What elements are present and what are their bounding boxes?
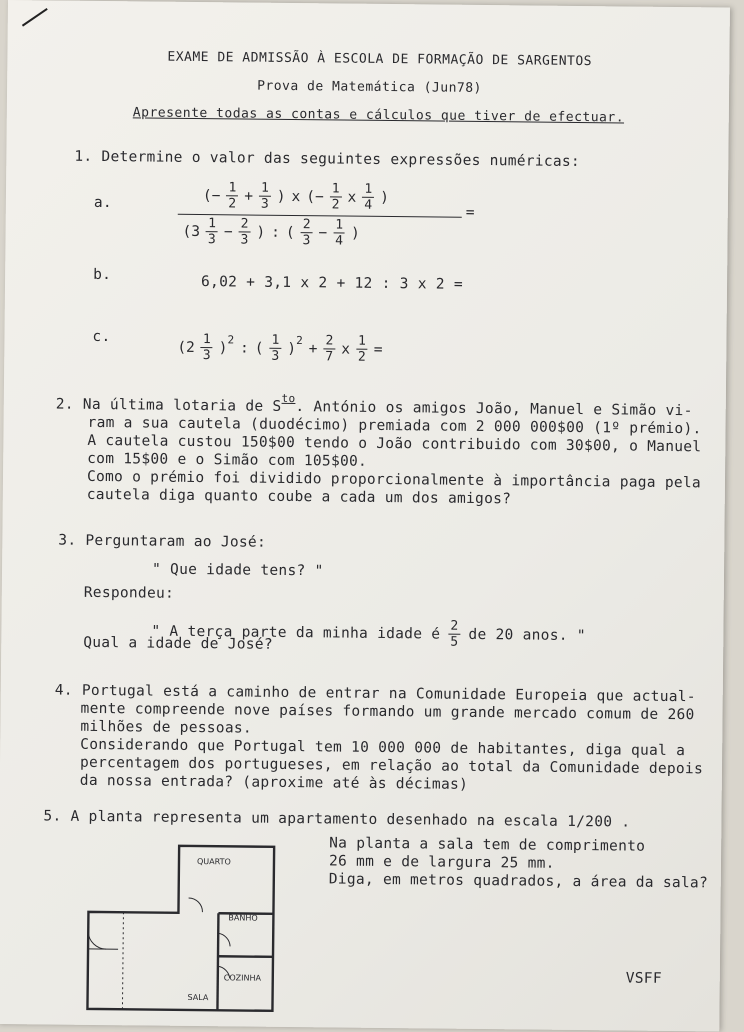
- exam-subtitle: Prova de Matemática (Jun78): [257, 79, 482, 96]
- q1c-label: c.: [92, 329, 110, 345]
- exam-instruction: Apresente todas as contas e cálculos que tiver de efectuar.: [133, 105, 624, 125]
- q1a-label: a.: [94, 195, 112, 211]
- q3-line-1: 3. Perguntaram ao José:: [58, 533, 266, 551]
- q4-line-6: da nossa entrada? (aproxime até às décimas): [80, 773, 468, 793]
- q5-side-2: 26 mm e de largura 25 mm.: [329, 853, 555, 871]
- exam-title: EXAME DE ADMISSÃO À ESCOLA DE FORMAÇÃO DE SARGENTOS: [167, 50, 592, 69]
- q3-line-2: " Que idade tens? ": [152, 562, 324, 580]
- q1b-label: b.: [93, 267, 111, 283]
- q2-line-1: 2. Na última lotaria de $S^{to}$. António os amigos João, Manuel e Simão vi-: [56, 397, 693, 420]
- room-label-banho: BANHO: [228, 913, 257, 922]
- q1a-equals: =: [466, 205, 475, 221]
- q2-line-2: ram a sua cautela (duodécimo) premiada com 2 000 000$00 (1º prémio).: [87, 415, 701, 437]
- apartment-floor-plan: [77, 837, 279, 1019]
- q4-line-1: 4. Portugal está a caminho de entrar na Comunidade Europeia que actual-: [55, 683, 696, 706]
- q2-line-6: cautela diga quanto coube a cada um dos amigos?: [87, 487, 512, 507]
- room-label-quarto: QUARTO: [197, 857, 231, 866]
- q4-line-5: percentagem dos portugueses, em relação ao total da Comunidade depois: [80, 755, 703, 778]
- q1b-expression: 6,02 + 3,1 x 2 + 12 : 3 x 2 =: [201, 274, 463, 293]
- room-label-cozinha: COZINHA: [224, 973, 262, 982]
- q2-line-5: Como o prémio foi dividido proporcionalmente à importância paga pela: [87, 469, 701, 491]
- footer-code: VSFF: [626, 971, 662, 987]
- pen-mark: [22, 8, 48, 27]
- room-label-sala: SALA: [188, 993, 209, 1002]
- q3-line-5: Qual a idade de José?: [83, 635, 273, 653]
- q2-line-4: com 15$00 e o Simão com 105$00.: [87, 451, 367, 470]
- q5-line-1: 5. A planta representa um apartamento desenhado na escala 1/200 .: [43, 808, 630, 830]
- q3-line-4: " A terça parte da minha idade é $\frac{2}{5}$ de 20 anos. ": [151, 616, 586, 652]
- q4-line-2: mente compreende nove países formando um grande mercado comum de 260: [80, 701, 694, 723]
- q2-line-3: A cautela custou 150$00 tendo o João contribuido com 30$00, o Manuel: [87, 433, 701, 455]
- q1a-denominator: (3 $\frac{1}{3}$ − $\frac{2}{3}$ ) : ( $\frac{2}{3}$ − $\frac{1}{4}$ ): [179, 216, 363, 249]
- q1a-numerator: (− $\frac{1}{2}$ + $\frac{1}{3}$ ) x (− $\frac{1}{2}$ x $\frac{1}{4}$ ): [200, 180, 392, 213]
- q3-line-3: Respondeu:: [84, 585, 174, 602]
- q4-line-4: Considerando que Portugal tem 10 000 000 de habitantes, diga qual a: [80, 737, 685, 759]
- q1-stem: 1. Determine o valor das seguintes expressões numéricas:: [74, 149, 580, 170]
- q1c-expression: (2 $\frac{1}{3}$ )$^2$ : ( $\frac{1}{3}$ )$^2$ + $\frac{2}{7}$ x $\frac{1}{2}$ =: [174, 332, 385, 365]
- q5-side-1: Na planta a sala tem de comprimento: [329, 835, 645, 854]
- q4-line-3: milhões de pessoas.: [80, 719, 252, 737]
- q5-side-3: Diga, em metros quadrados, a área da sala?: [329, 871, 708, 891]
